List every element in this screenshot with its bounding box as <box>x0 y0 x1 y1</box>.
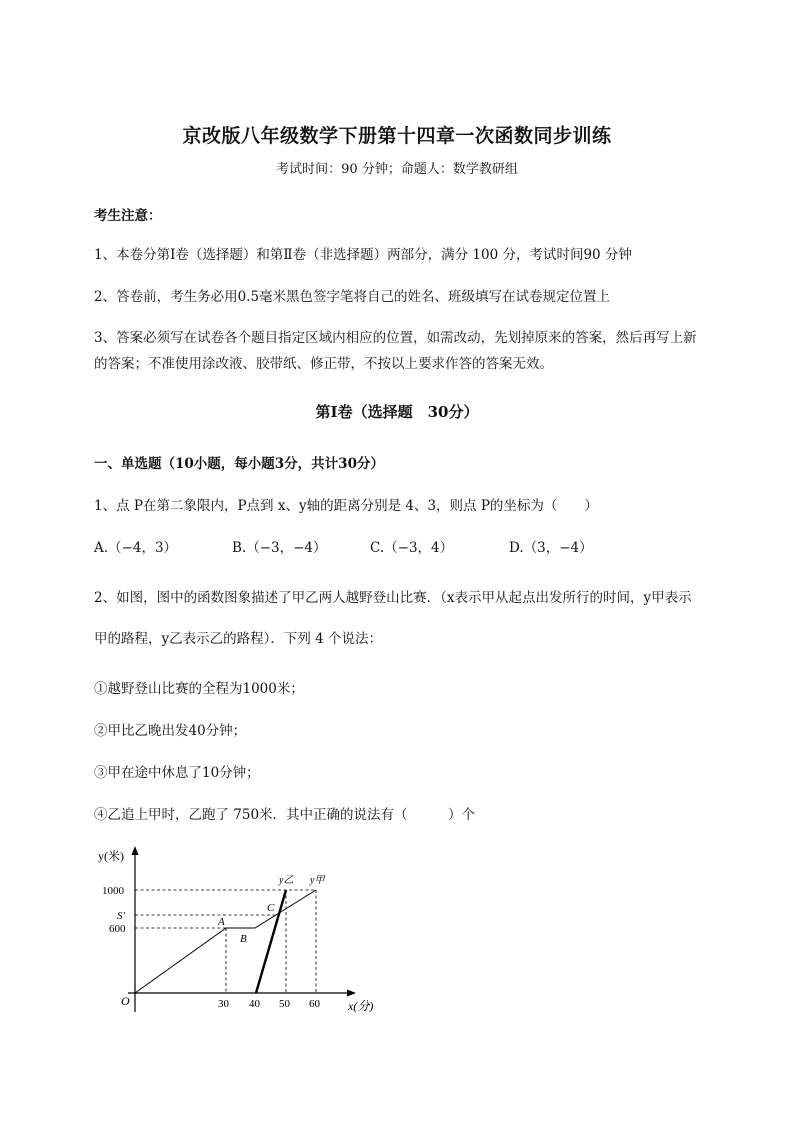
part-heading: 一、单选题（10小题，每小题3分，共计30分） <box>94 456 384 472</box>
q1-option-d: D.（3，−4） <box>509 540 593 556</box>
point-label-a: A <box>218 916 225 928</box>
q1-option-b: B.（−3，−4） <box>232 540 327 556</box>
x-tick-60: 60 <box>309 998 320 1010</box>
guide-lines <box>135 890 316 993</box>
y-tick-600: 600 <box>109 923 126 935</box>
q1-option-c: C.（−3，4） <box>370 540 454 556</box>
series-label-yi: y乙 <box>279 875 294 886</box>
y-tick-1000: 1000 <box>102 885 124 897</box>
q2-statement-2: ②甲比乙晚出发40分钟； <box>94 723 247 739</box>
q1-option-a: A.（−4，3） <box>94 540 178 556</box>
notice-item-3-cont: 的答案；不准使用涂改液、胶带纸、修正带，不按以上要求作答的答案无效。 <box>94 356 553 372</box>
page-title: 京改版八年级数学下册第十四章一次函数同步训练 <box>182 125 612 147</box>
x-tick-50: 50 <box>279 998 290 1010</box>
section-title: 第Ⅰ卷（选择题 30分） <box>315 403 479 421</box>
q2-statement-4: ④乙追上甲时，乙跑了 750米．其中正确的说法有（ ）个 <box>94 807 476 823</box>
x-axis-arrow <box>347 990 356 997</box>
origin-label: O <box>121 994 130 1008</box>
notice-item-2: 2、答卷前，考生务必用0.5毫米黑色签字笔将自己的姓名、班级填写在试卷规定位置上 <box>94 289 611 305</box>
x-tick-40: 40 <box>249 998 260 1010</box>
q2-stem-line1: 2、如图，图中的函数图象描述了甲乙两人越野登山比赛．（x表示甲从起点出发所行的时间，y甲表示 <box>94 590 692 606</box>
point-label-b: B <box>240 933 247 945</box>
series-jia-line <box>135 890 316 993</box>
q1-stem: 1、点 P在第二象限内，P点到 x、y轴的距离分别是 4、3，则点 P的坐标为（ ） <box>94 498 598 514</box>
y-axis-label: y(米) <box>98 849 124 863</box>
function-graph <box>90 842 400 1022</box>
notice-item-1: 1、本卷分第Ⅰ卷（选择题）和第Ⅱ卷（非选择题）两部分，满分 100 分，考试时间90 分钟 <box>94 247 632 263</box>
exam-info: 考试时间：90 分钟；命题人：数学教研组 <box>276 162 518 177</box>
q2-statement-1: ①越野登山比赛的全程为1000米； <box>94 681 304 697</box>
x-tick-30: 30 <box>218 998 229 1010</box>
q2-stem-line2: 甲的路程，y乙表示乙的路程）．下列 4 个说法： <box>94 631 383 647</box>
series-label-jia: y甲 <box>310 875 325 886</box>
x-axis-label: x(分) <box>348 999 374 1013</box>
q2-statement-3: ③甲在途中休息了10分钟； <box>94 765 260 781</box>
notice-heading: 考生注意： <box>94 208 162 224</box>
y-tick-s: S' <box>117 910 125 922</box>
y-axis-arrow <box>132 846 139 855</box>
notice-item-3: 3、答案必须写在试卷各个题目指定区域内相应的位置，如需改动，先划掉原来的答案，然后再写上新 <box>94 330 697 346</box>
point-label-c: C <box>267 902 275 914</box>
